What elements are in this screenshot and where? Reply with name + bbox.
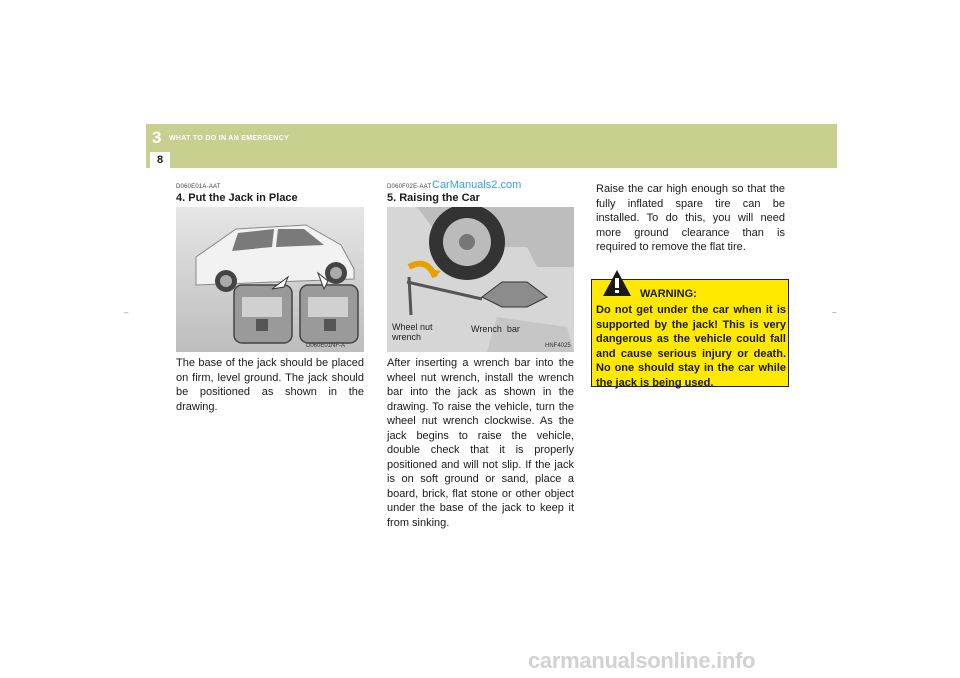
section-code: D060E01A-AAT <box>176 184 221 190</box>
figure-code: D060E01NF-A <box>306 343 346 349</box>
car-illustration <box>176 207 364 352</box>
crop-mark-right: – <box>832 308 837 317</box>
jack-placement-figure <box>176 207 364 352</box>
chapter-header-band <box>146 124 837 168</box>
chapter-number: 3 <box>152 128 162 147</box>
body-paragraph: After inserting a wrench bar into the wheel nut wrench, install the wrench bar into the jack as shown in the drawing. To raise the vehicle, turn the wheel nut wrench clockwise. As the jack begins to raise the vehicle, double check that it is properly positioned and will not slip. If the jack is on soft ground or sand, place a board, brick, flat stone or other object under the base of the jack to keep it from sinking. <box>387 357 574 529</box>
callout-wheel-nut-wrench: Wheel nut wrench <box>392 322 433 342</box>
section-code: D060F02E-AAT <box>387 184 432 190</box>
watermark-text: CarManuals2.com <box>432 179 522 191</box>
page-number: 8 <box>150 152 170 168</box>
crop-mark-left: – <box>124 308 129 317</box>
footer-watermark: carmanualsonline.info <box>528 648 756 673</box>
figure-code: HNF4025 <box>545 343 571 349</box>
warning-label: WARNING: <box>640 288 697 300</box>
raising-car-figure <box>387 207 574 352</box>
chapter-title: WHAT TO DO IN AN EMERGENCY <box>169 135 290 142</box>
warning-triangle-icon <box>602 269 632 297</box>
section-heading: 4. Put the Jack in Place <box>176 192 298 204</box>
body-paragraph: Raise the car high enough so that the fully inflated spare tire can be installed. To do this, you will need more ground clearance than is required to remove the flat tire. <box>596 183 785 253</box>
body-paragraph: The base of the jack should be placed on firm, level ground. The jack should be positioned as shown in the drawing. <box>176 357 364 413</box>
callout-wrench-bar: Wrench bar <box>471 324 520 334</box>
warning-text: Do not get under the car when it is supported by the jack! This is very dangerous as the vehicle could fall and cause serious injury or death. No one should stay in the car while the jack is being used. <box>596 304 786 389</box>
section-heading: 5. Raising the Car <box>387 192 480 204</box>
